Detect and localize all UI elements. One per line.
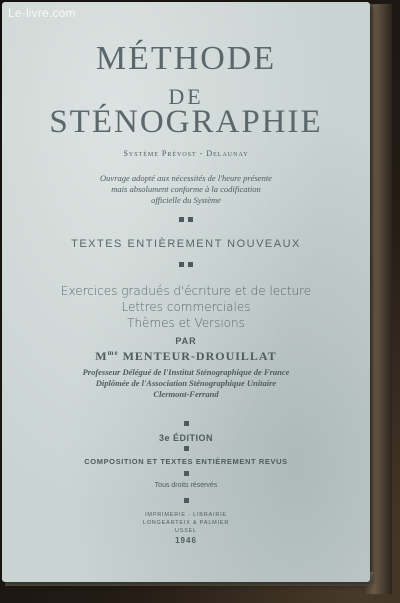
watermark: Le-livre.com	[8, 6, 76, 20]
ornament-squares	[2, 217, 370, 222]
textes-heading: TEXTES ENTIÈREMENT NOUVEAUX	[71, 238, 301, 250]
title-line-2: DE	[168, 84, 204, 109]
composition-note: COMPOSITION ET TEXTES ENTIÈREMENT REVUS	[84, 457, 288, 466]
publication-year: 1946	[175, 536, 197, 545]
exercise-line: Exercices gradués d'écriture et de lecture	[60, 284, 312, 298]
book-cover	[2, 2, 370, 582]
exercise-line: Lettres commerciales	[121, 300, 251, 314]
ornament-square	[2, 446, 370, 451]
title-line-3: STÉNOGRAPHIE	[49, 104, 323, 140]
imprint-line: USSEL	[174, 528, 198, 534]
ornament-square	[2, 471, 370, 476]
par-label: PAR	[175, 336, 197, 346]
ornament-square	[2, 498, 370, 503]
credential-line: Professeur Délégué de l'Institut Sténographique de France	[82, 367, 290, 377]
intro-text	[2, 173, 370, 206]
rights-note: Tous droits réservés	[154, 482, 218, 489]
system-subtitle: Système Prévost - Delaunay	[123, 149, 249, 158]
ornament-square	[2, 421, 370, 426]
author-prefix-sup: me	[107, 349, 119, 357]
author-prefix: M	[95, 349, 108, 363]
intro-line: mais absolument conforme à la codification	[111, 184, 261, 194]
intro-line: Ouvrage adopté aux nécessités de l'heure présente	[100, 173, 272, 183]
author-credentials	[2, 367, 370, 400]
author-surname: MENTEUR-DROUILLAT	[122, 349, 277, 363]
credential-line: Diplômée de l'Association Sténographique Unitaire	[95, 378, 277, 388]
credential-line: Clermont-Ferrand	[153, 389, 219, 399]
ornament-squares	[2, 262, 370, 267]
intro-line: officielle du Système	[151, 195, 221, 205]
title-line-1: MÉTHODE	[95, 40, 277, 77]
exercise-line: Thèmes et Versions	[127, 316, 245, 330]
edition-label: 3e ÉDITION	[158, 433, 213, 443]
imprint-line: LONGEARTEIX & PALMIER	[142, 520, 230, 526]
exercises-list	[2, 283, 370, 331]
author-name	[2, 349, 370, 364]
printer-imprint	[2, 511, 370, 535]
imprint-line: IMPRIMERIE - LIBRAIRIE	[145, 512, 227, 518]
